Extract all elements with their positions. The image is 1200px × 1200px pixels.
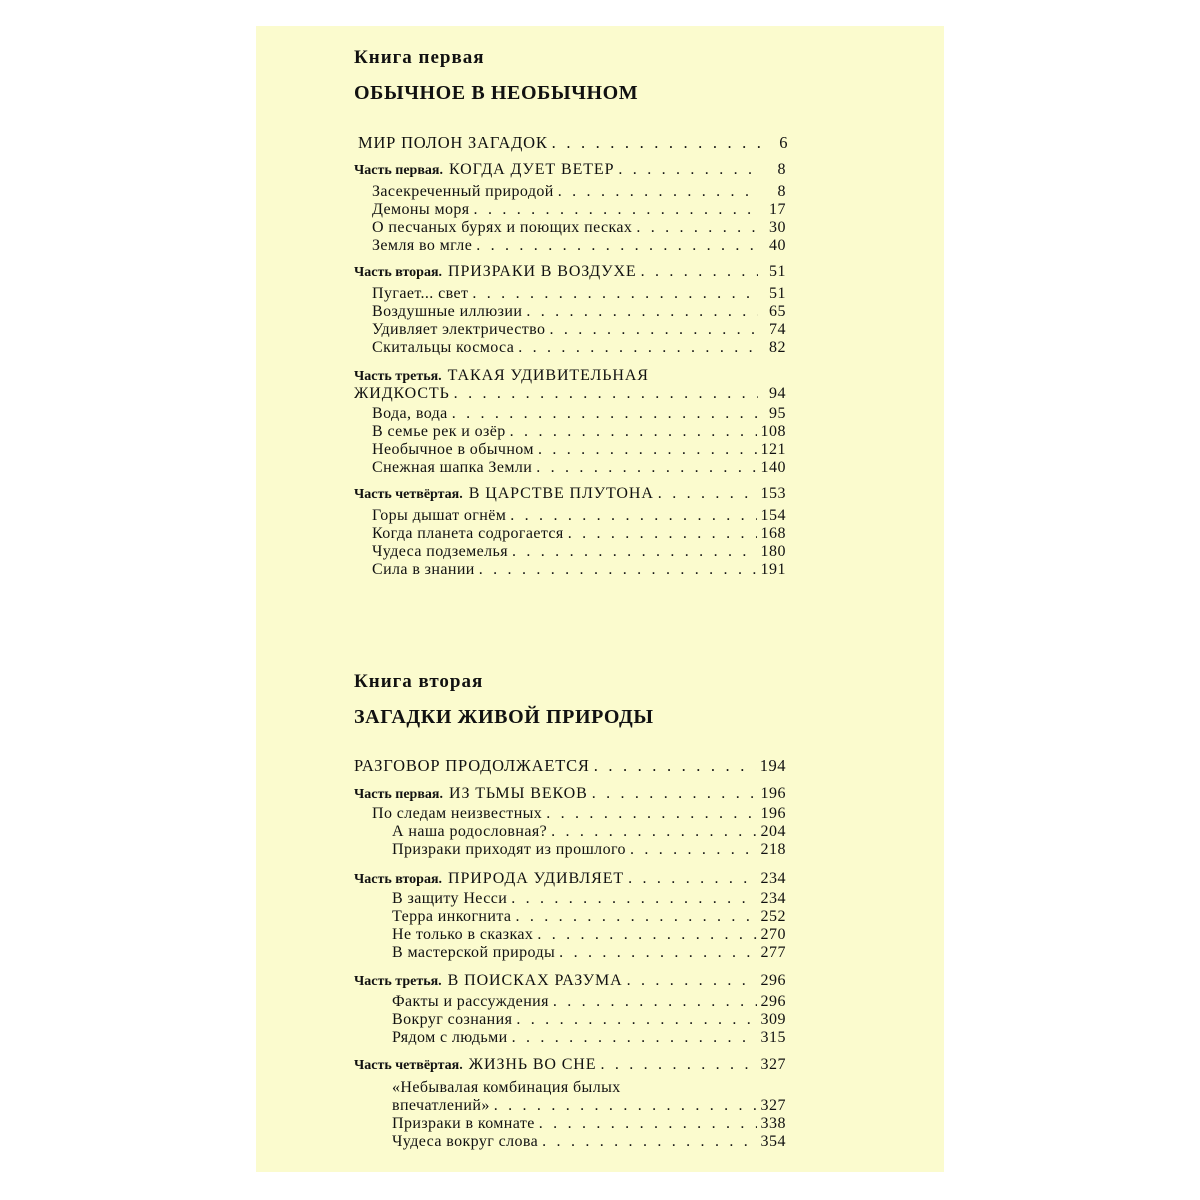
part-page: 327 (760, 1056, 786, 1073)
part-title: КОГДА ДУЕТ ВЕТЕР (448, 161, 615, 178)
leader-dots (537, 926, 756, 944)
chapter-page: 121 (760, 441, 786, 458)
toc-part-heading[interactable] (354, 161, 786, 179)
leader-dots (641, 263, 758, 281)
leader-dots (526, 303, 758, 321)
leader-dots (627, 972, 757, 990)
chapter-title: Удивляет электричество (372, 321, 546, 338)
toc-chapter[interactable] (354, 285, 786, 303)
toc-chapter[interactable] (354, 823, 786, 841)
chapter-page: 234 (760, 890, 786, 907)
chapter-title: О песчаных бурях и поющих песках (372, 219, 633, 236)
book-page (256, 26, 944, 1172)
leader-dots (594, 756, 756, 776)
part-title: ПРИРОДА УДИВЛЯЕТ (448, 870, 625, 887)
toc-part-heading[interactable] (354, 367, 786, 402)
entry-page: 6 (779, 133, 788, 152)
leader-dots (494, 1097, 757, 1115)
leader-dots (454, 385, 758, 402)
part-title: В ПОИСКАХ РАЗУМА (447, 972, 623, 989)
chapter-page: 17 (769, 201, 786, 218)
part-label: Часть четвёртая. (354, 487, 463, 502)
toc-chapter[interactable] (354, 339, 786, 357)
chapter-page: 40 (769, 237, 786, 254)
toc-part-heading[interactable] (354, 263, 786, 281)
part-page: 196 (760, 785, 786, 802)
toc-chapter[interactable] (354, 183, 786, 201)
toc-chapter[interactable] (354, 219, 786, 237)
chapter-page: 82 (769, 339, 786, 356)
toc-chapter[interactable] (354, 1133, 786, 1151)
part-page: 51 (769, 263, 786, 280)
book-two-part-three (354, 972, 786, 1047)
chapter-title: Горы дышат огнём (372, 507, 507, 524)
toc-chapter[interactable] (354, 303, 786, 321)
book-one-title: ОБЫЧНОЕ В НЕОБЫЧНОМ (354, 82, 639, 104)
chapter-title: Вода, вода (372, 405, 448, 422)
leader-dots (592, 785, 757, 803)
book-one-part-four (354, 485, 786, 579)
leader-dots (636, 219, 758, 237)
leader-dots (549, 321, 758, 339)
chapter-title: Пугает... свет (372, 285, 469, 302)
chapter-title: В мастерской природы (392, 944, 556, 961)
chapter-page: 74 (769, 321, 786, 338)
part-title: ПРИЗРАКИ В ВОЗДУХЕ (448, 263, 637, 280)
book-two-title: ЗАГАДКИ ЖИВОЙ ПРИРОДЫ (354, 706, 654, 728)
chapter-title: Демоны моря (372, 201, 470, 218)
chapter-title: По следам неизвестных (372, 805, 543, 822)
book-one-header (354, 46, 786, 106)
chapter-title: Засекреченный природой (372, 183, 554, 200)
chapter-title: Вокруг сознания (392, 1011, 513, 1028)
part-label: Часть вторая. (354, 265, 443, 280)
part-page: 234 (760, 870, 786, 887)
leader-dots (511, 890, 756, 908)
chapter-page: 154 (760, 507, 786, 524)
chapter-page: 168 (760, 525, 786, 542)
toc-chapter[interactable] (354, 944, 786, 962)
part-label: Часть четвёртая. (354, 1058, 463, 1073)
leader-dots (538, 441, 757, 459)
chapter-title: Факты и рассуждения (392, 993, 549, 1010)
toc-chapter[interactable] (354, 459, 786, 477)
chapter-title: Снежная шапка Земли (372, 459, 533, 476)
chapter-title: Сила в знании (372, 561, 475, 578)
chapter-page: 196 (760, 805, 786, 822)
leader-dots (618, 161, 758, 179)
part-label: Часть первая. (354, 787, 443, 802)
leader-dots (479, 561, 757, 579)
book-two-part-two (354, 870, 786, 962)
entry-page: 194 (759, 756, 786, 775)
toc-chapter[interactable] (354, 441, 786, 459)
entry-title: РАЗГОВОР ПРОДОЛЖАЕТСЯ (354, 756, 590, 775)
toc-part-heading[interactable] (354, 972, 786, 990)
toc-chapter[interactable] (354, 841, 786, 859)
chapter-page: 65 (769, 303, 786, 320)
chapter-page: 296 (760, 993, 786, 1010)
part-title: ТАКАЯ УДИВИТЕЛЬНАЯ (447, 367, 649, 384)
chapter-page: 95 (769, 405, 786, 422)
toc-chapter[interactable] (354, 321, 786, 339)
leader-dots (551, 823, 756, 841)
chapter-page: 8 (777, 183, 786, 200)
chapter-title: Призраки приходят из прошлого (392, 841, 626, 858)
toc-chapter[interactable] (354, 926, 786, 944)
leader-dots (510, 507, 756, 525)
chapter-page: 338 (760, 1115, 786, 1132)
toc-part-heading[interactable] (354, 870, 786, 888)
leader-dots (516, 1011, 756, 1029)
chapter-page: 252 (760, 908, 786, 925)
toc-chapter[interactable] (354, 201, 786, 219)
toc-chapter[interactable] (354, 908, 786, 926)
leader-dots (552, 133, 760, 153)
leader-dots (568, 525, 757, 543)
leader-dots (630, 841, 757, 859)
toc-chapter[interactable] (354, 1011, 786, 1029)
part-title: В ЦАРСТВЕ ПЛУТОНА (468, 485, 654, 502)
chapter-page: 277 (760, 944, 786, 961)
leader-dots (515, 908, 756, 926)
toc-chapter[interactable] (354, 561, 786, 579)
chapter-page: 315 (760, 1029, 786, 1046)
part-page: 94 (769, 385, 786, 402)
chapter-title: Рядом с людьми (392, 1029, 508, 1046)
part-page: 153 (760, 485, 786, 502)
chapter-title: А наша родословная? (392, 823, 548, 840)
part-page: 296 (760, 972, 786, 989)
toc-chapter[interactable] (354, 507, 786, 525)
toc-chapter[interactable] (354, 405, 786, 423)
leader-dots (558, 183, 758, 201)
leader-dots (476, 237, 758, 255)
toc-part-heading[interactable] (354, 1056, 786, 1074)
chapter-title: «Небывалая комбинация былых (392, 1079, 621, 1096)
toc-chapter[interactable] (354, 237, 786, 255)
book-two-part-one (354, 785, 786, 859)
toc-chapter[interactable] (354, 1115, 786, 1133)
toc-entry-intro[interactable] (358, 133, 788, 153)
chapter-title: Чудеса подземелья (372, 543, 508, 560)
chapter-page: 327 (760, 1097, 786, 1114)
chapter-page: 108 (760, 423, 786, 440)
book-two-intro (354, 756, 786, 776)
chapter-page: 180 (760, 543, 786, 560)
chapter-title: Воздушные иллюзии (372, 303, 523, 320)
leader-dots (472, 285, 758, 303)
part-title: ЖИЗНЬ ВО СНЕ (468, 1056, 597, 1073)
toc-chapter[interactable] (354, 423, 786, 441)
chapter-page: 218 (760, 841, 786, 858)
part-label: Часть вторая. (354, 872, 443, 887)
chapter-title: В защиту Несси (392, 890, 508, 907)
book-one-part-one (354, 161, 786, 255)
chapter-title: Терра инкогнита (392, 908, 512, 925)
part-label: Часть третья. (354, 974, 442, 989)
book-one-intro (358, 133, 788, 153)
entry-title: МИР ПОЛОН ЗАГАДОК (358, 133, 548, 152)
part-title: ИЗ ТЬМЫ ВЕКОВ (448, 785, 588, 802)
leader-dots (600, 1056, 756, 1074)
chapter-page: 354 (760, 1133, 786, 1150)
leader-dots (452, 405, 758, 423)
chapter-title: Призраки в комнате (392, 1115, 535, 1132)
book-two-header (354, 670, 786, 730)
toc-entry-intro[interactable] (354, 756, 786, 776)
leader-dots (628, 870, 756, 888)
chapter-title: Не только в сказках (392, 926, 534, 943)
toc-chapter[interactable] (354, 890, 786, 908)
toc-chapter[interactable] (354, 993, 786, 1011)
toc-chapter[interactable] (354, 543, 786, 561)
chapter-title: Когда планета содрогается (372, 525, 564, 542)
leader-dots (559, 944, 756, 962)
leader-dots (518, 339, 758, 357)
toc-chapter[interactable] (354, 805, 786, 823)
chapter-title: Чудеса вокруг слова (392, 1133, 539, 1150)
leader-dots (512, 1029, 757, 1047)
book-two-label: Книга вторая (354, 671, 484, 692)
chapter-page: 191 (760, 561, 786, 578)
chapter-page: 30 (769, 219, 786, 236)
leader-dots (553, 993, 757, 1011)
chapter-title-continued: впечатлений» (392, 1097, 490, 1114)
toc-part-heading[interactable] (354, 785, 786, 803)
toc-chapter[interactable] (354, 1079, 786, 1115)
book-one-part-two (354, 263, 786, 357)
leader-dots (542, 1133, 756, 1151)
toc-chapter[interactable] (354, 525, 786, 543)
part-label: Часть третья. (354, 369, 442, 384)
chapter-page: 204 (760, 823, 786, 840)
chapter-title: Необычное в обычном (372, 441, 534, 458)
chapter-page: 51 (769, 285, 786, 302)
leader-dots (539, 1115, 757, 1133)
chapter-title: Скитальцы космоса (372, 339, 515, 356)
book-one-label: Книга первая (354, 47, 485, 68)
chapter-page: 270 (760, 926, 786, 943)
leader-dots (512, 543, 757, 561)
book-one-part-three (354, 367, 786, 477)
leader-dots (658, 485, 757, 503)
part-title-continued: ЖИДКОСТЬ (354, 385, 450, 402)
part-label: Часть первая. (354, 163, 443, 178)
chapter-title: В семье рек и озёр (372, 423, 506, 440)
leader-dots (510, 423, 757, 441)
part-page: 8 (777, 161, 786, 178)
leader-dots (474, 201, 758, 219)
chapter-page: 309 (760, 1011, 786, 1028)
leader-dots (546, 805, 756, 823)
toc-chapter[interactable] (354, 1029, 786, 1047)
chapter-page: 140 (760, 459, 786, 476)
chapter-title: Земля во мгле (372, 237, 473, 254)
toc-part-heading[interactable] (354, 485, 786, 503)
book-two-part-four (354, 1056, 786, 1151)
leader-dots (536, 459, 756, 477)
